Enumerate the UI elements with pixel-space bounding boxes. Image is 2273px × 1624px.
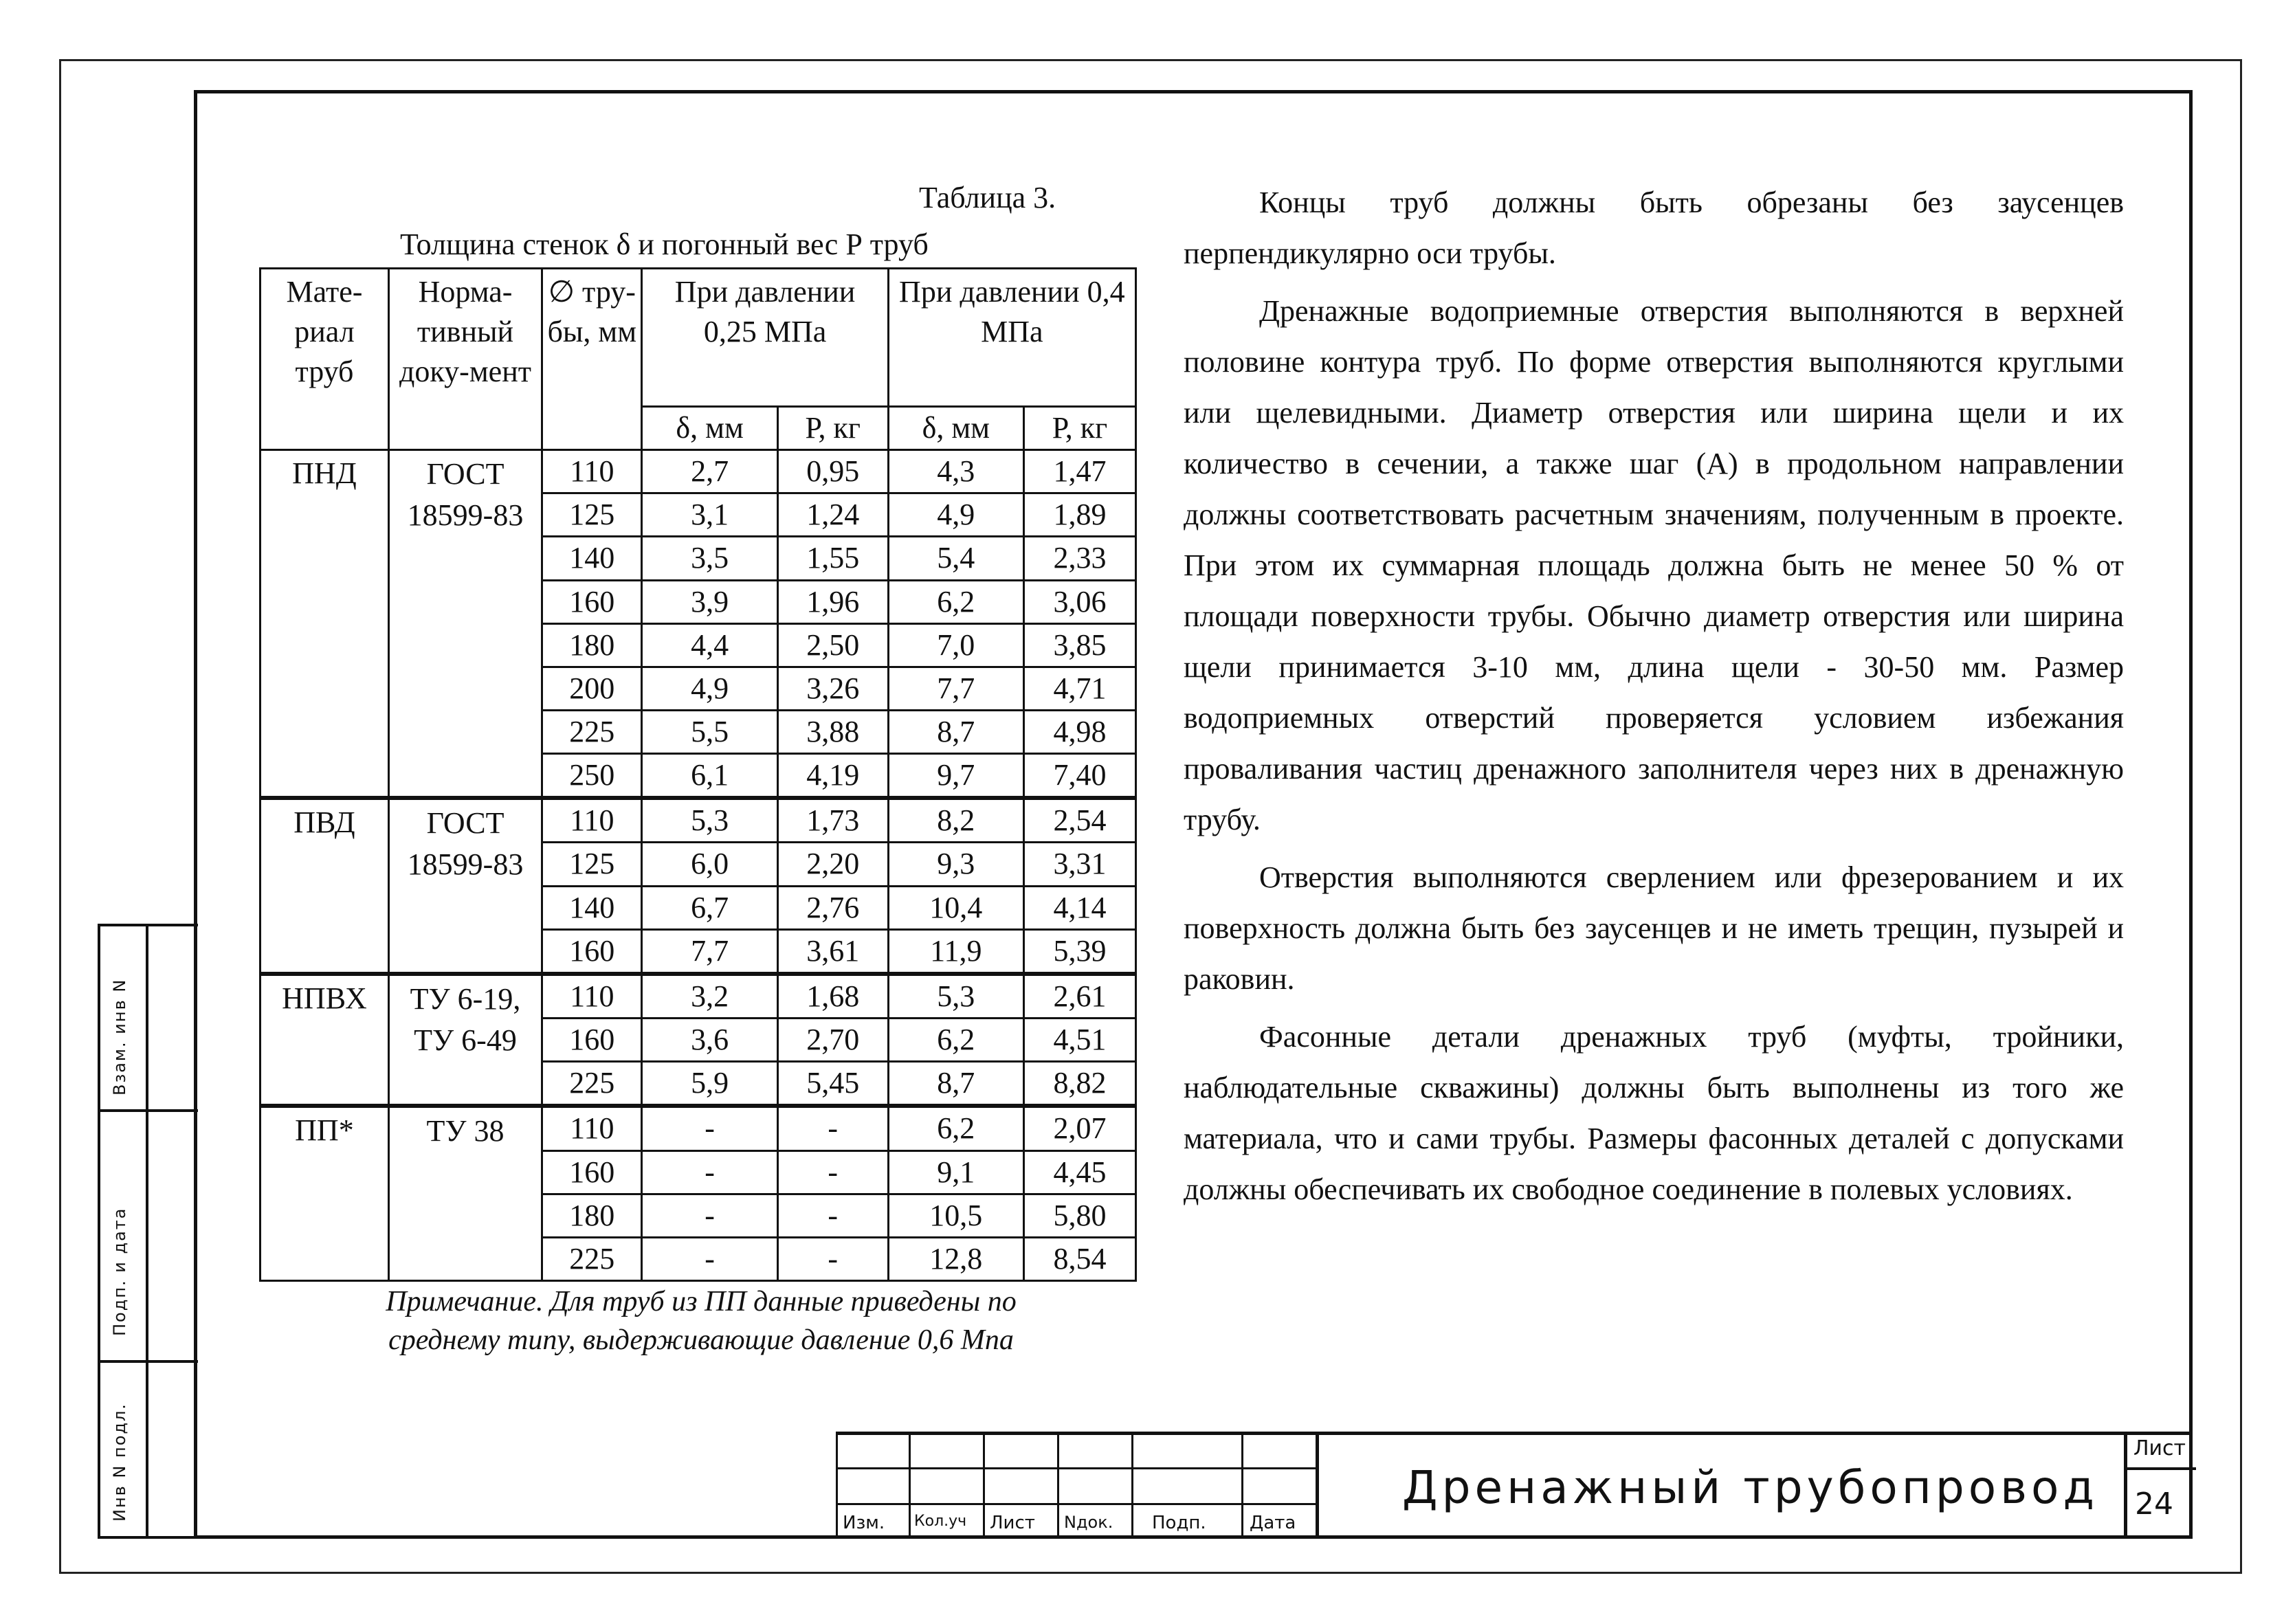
side-label-podp: Подп. и дата bbox=[110, 1207, 129, 1336]
table-cell: - bbox=[642, 1150, 777, 1194]
table-cell: 8,54 bbox=[1023, 1237, 1135, 1280]
table-cell: 225 bbox=[542, 1062, 642, 1106]
table-cell: 225 bbox=[542, 1237, 642, 1280]
table-cell: 3,5 bbox=[642, 537, 777, 580]
table-cell: 1,47 bbox=[1023, 450, 1135, 493]
table-cell: 200 bbox=[542, 667, 642, 710]
table-cell: 4,9 bbox=[888, 493, 1023, 537]
header-doc: Норма-тивный доку-мент bbox=[388, 269, 542, 450]
table-cell: 160 bbox=[542, 1019, 642, 1062]
body-text bbox=[1184, 177, 2124, 1222]
table-cell: - bbox=[642, 1237, 777, 1280]
table-cell: 8,7 bbox=[888, 1062, 1023, 1106]
table-cell: 3,2 bbox=[642, 974, 777, 1019]
table-cell: 0,95 bbox=[777, 450, 888, 493]
side-stamp-strip bbox=[98, 924, 198, 1539]
header-w2: Р, кг bbox=[1023, 407, 1135, 450]
table-cell: 7,40 bbox=[1023, 753, 1135, 798]
tb-podp: Подп. bbox=[1152, 1513, 1206, 1533]
table-cell: 3,31 bbox=[1023, 843, 1135, 886]
table-cell: 5,9 bbox=[642, 1062, 777, 1106]
side-label-vzam: Взам. инв N bbox=[110, 978, 129, 1095]
table-cell: 5,3 bbox=[642, 798, 777, 843]
table-cell: 140 bbox=[542, 537, 642, 580]
table-cell: 4,14 bbox=[1023, 886, 1135, 929]
table-row bbox=[260, 974, 1136, 1019]
header-w1: Р, кг bbox=[777, 407, 888, 450]
title-block-separator bbox=[1316, 1432, 1319, 1539]
table-cell: 12,8 bbox=[888, 1237, 1023, 1280]
side-label-inv: Инв N подл. bbox=[110, 1403, 129, 1522]
table-cell: 160 bbox=[542, 929, 642, 974]
sheet-label: Лист bbox=[2133, 1436, 2186, 1460]
table-cell: 110 bbox=[542, 798, 642, 843]
table-cell: 5,45 bbox=[777, 1062, 888, 1106]
table-cell: 4,71 bbox=[1023, 667, 1135, 710]
table-row bbox=[260, 1106, 1136, 1150]
table-row bbox=[260, 450, 1136, 493]
paragraph-2: Дренажные водоприемные отверстия выполняются в верхней половине контура труб. По форме отверстия выполняются круглыми или щелевидными. Диаметр отверстия или ширина щели и их количество в сечении, а также шаг (А) в продольном направлении должны соответствовать расчетным значениям, полученным в проекте. При этом их суммарная площадь должна быть не менее 50 % от площади поверхности трубы. Обычно диаметр отверстия или ширина щели принимается 3-10 мм, длина щели - 30-50 мм. Размер водоприемных отверстий проверяется условием избежания проваливания частиц дренажного заполнителя через них в дренажную трубу. bbox=[1184, 294, 2124, 836]
table-cell: 8,2 bbox=[888, 798, 1023, 843]
table-cell: 3,9 bbox=[642, 580, 777, 623]
table-cell: 3,1 bbox=[642, 493, 777, 537]
cell-material: ПП* bbox=[260, 1106, 389, 1280]
table-cell: 2,76 bbox=[777, 886, 888, 929]
table-cell: 3,06 bbox=[1023, 580, 1135, 623]
table-cell: 2,50 bbox=[777, 623, 888, 667]
table-cell: 6,7 bbox=[642, 886, 777, 929]
paragraph-3: Отверстия выполняются сверлением или фрезерованием и их поверхность должна быть без заусенцев и не иметь трещин, пузырей и раковин. bbox=[1184, 860, 2124, 996]
cell-document: ГОСТ 18599-83 bbox=[388, 798, 542, 974]
table-cell: 110 bbox=[542, 450, 642, 493]
table-cell: 6,0 bbox=[642, 843, 777, 886]
table-cell: 5,4 bbox=[888, 537, 1023, 580]
table-cell: 3,88 bbox=[777, 710, 888, 753]
table-cell: 9,7 bbox=[888, 753, 1023, 798]
header-p025: При давлении 0,25 МПа bbox=[642, 269, 888, 407]
table-cell: 2,61 bbox=[1023, 974, 1135, 1019]
table-cell: 180 bbox=[542, 1194, 642, 1237]
table-title: Толщина стенок δ и погонный вес Р труб bbox=[400, 227, 929, 261]
table-cell: 5,5 bbox=[642, 710, 777, 753]
header-diam: ∅ тру-бы, мм bbox=[542, 269, 642, 450]
table-cell: 160 bbox=[542, 1150, 642, 1194]
table-cell: 8,82 bbox=[1023, 1062, 1135, 1106]
header-material: Мате-риал труб bbox=[260, 269, 389, 450]
table-cell: 4,19 bbox=[777, 753, 888, 798]
table-cell: 7,7 bbox=[642, 929, 777, 974]
table-cell: - bbox=[777, 1150, 888, 1194]
table-cell: - bbox=[642, 1106, 777, 1150]
table-cell: 10,5 bbox=[888, 1194, 1023, 1237]
cell-document: ТУ 38 bbox=[388, 1106, 542, 1280]
table-row bbox=[260, 798, 1136, 843]
table-cell: 4,51 bbox=[1023, 1019, 1135, 1062]
table-cell: 6,2 bbox=[888, 1106, 1023, 1150]
table-cell: 110 bbox=[542, 1106, 642, 1150]
table-cell: 180 bbox=[542, 623, 642, 667]
sheet-number: 24 bbox=[2135, 1487, 2173, 1522]
table-cell: 7,0 bbox=[888, 623, 1023, 667]
pipe-table bbox=[259, 267, 1137, 1282]
tb-izm: Изм. bbox=[843, 1513, 885, 1533]
paragraph-4: Фасонные детали дренажных труб (муфты, тройники, наблюдательные скважины) должны быть выполнены из того же материала, что и сами трубы. Размеры фасонных деталей с допусками должны обеспечивать их свободное соединение в полевых условиях. bbox=[1184, 1020, 2124, 1206]
table-cell: 3,85 bbox=[1023, 623, 1135, 667]
table-cell: 2,54 bbox=[1023, 798, 1135, 843]
table-cell: 4,4 bbox=[642, 623, 777, 667]
table-cell: 140 bbox=[542, 886, 642, 929]
table-cell: 5,80 bbox=[1023, 1194, 1135, 1237]
table-cell: 3,26 bbox=[777, 667, 888, 710]
table-cell: 9,3 bbox=[888, 843, 1023, 886]
table-cell: 1,55 bbox=[777, 537, 888, 580]
table-cell: 2,7 bbox=[642, 450, 777, 493]
table-cell: - bbox=[777, 1194, 888, 1237]
table-cell: 10,4 bbox=[888, 886, 1023, 929]
table-cell: - bbox=[777, 1106, 888, 1150]
table-cell: 125 bbox=[542, 493, 642, 537]
cell-document: ТУ 6-19, ТУ 6-49 bbox=[388, 974, 542, 1106]
table-cell: 3,6 bbox=[642, 1019, 777, 1062]
table-cell: 3,61 bbox=[777, 929, 888, 974]
table-cell: 4,45 bbox=[1023, 1150, 1135, 1194]
table-header-row bbox=[260, 269, 1136, 407]
table-number: Таблица 3. bbox=[919, 181, 1056, 214]
paragraph-1: Концы труб должны быть обрезаны без заусенцев перпендикулярно оси трубы. bbox=[1184, 186, 2124, 270]
tb-data: Дата bbox=[1250, 1513, 1296, 1533]
table-cell: 4,98 bbox=[1023, 710, 1135, 753]
table-cell: 4,3 bbox=[888, 450, 1023, 493]
table-cell: 9,1 bbox=[888, 1150, 1023, 1194]
table-cell: 110 bbox=[542, 974, 642, 1019]
table-cell: 11,9 bbox=[888, 929, 1023, 974]
table-cell: 6,2 bbox=[888, 580, 1023, 623]
table-cell: - bbox=[777, 1237, 888, 1280]
tb-kol: Кол.уч bbox=[914, 1513, 967, 1530]
table-note-line1: Примечание. Для труб из ПП данные приведены по bbox=[386, 1286, 1017, 1317]
table-cell: - bbox=[642, 1194, 777, 1237]
cell-material: ПВД bbox=[260, 798, 389, 974]
drawing-title: Дренажный трубопровод bbox=[1402, 1461, 2099, 1514]
table-cell: 2,07 bbox=[1023, 1106, 1135, 1150]
tb-list: Лист bbox=[990, 1513, 1035, 1533]
cell-material: ПНД bbox=[260, 450, 389, 798]
table-cell: 125 bbox=[542, 843, 642, 886]
tb-ndok: Nдок. bbox=[1064, 1513, 1113, 1532]
cell-document: ГОСТ 18599-83 bbox=[388, 450, 542, 798]
table-cell: 4,9 bbox=[642, 667, 777, 710]
table-cell: 5,39 bbox=[1023, 929, 1135, 974]
table-cell: 8,7 bbox=[888, 710, 1023, 753]
table-cell: 2,20 bbox=[777, 843, 888, 886]
table-cell: 1,89 bbox=[1023, 493, 1135, 537]
header-d2: δ, мм bbox=[888, 407, 1023, 450]
header-d1: δ, мм bbox=[642, 407, 777, 450]
table-cell: 225 bbox=[542, 710, 642, 753]
table-cell: 5,3 bbox=[888, 974, 1023, 1019]
table-cell: 2,33 bbox=[1023, 537, 1135, 580]
table-cell: 7,7 bbox=[888, 667, 1023, 710]
table-note-line2: среднему типу, выдерживающие давление 0,6 Мпа bbox=[388, 1324, 1014, 1356]
table-cell: 6,2 bbox=[888, 1019, 1023, 1062]
table-cell: 2,70 bbox=[777, 1019, 888, 1062]
table-cell: 1,24 bbox=[777, 493, 888, 537]
table-cell: 160 bbox=[542, 580, 642, 623]
table-body bbox=[260, 450, 1136, 1281]
header-p04: При давлении 0,4 МПа bbox=[888, 269, 1135, 407]
cell-material: НПВХ bbox=[260, 974, 389, 1106]
table-cell: 6,1 bbox=[642, 753, 777, 798]
table-cell: 1,96 bbox=[777, 580, 888, 623]
table-cell: 250 bbox=[542, 753, 642, 798]
table-cell: 1,68 bbox=[777, 974, 888, 1019]
table-cell: 1,73 bbox=[777, 798, 888, 843]
